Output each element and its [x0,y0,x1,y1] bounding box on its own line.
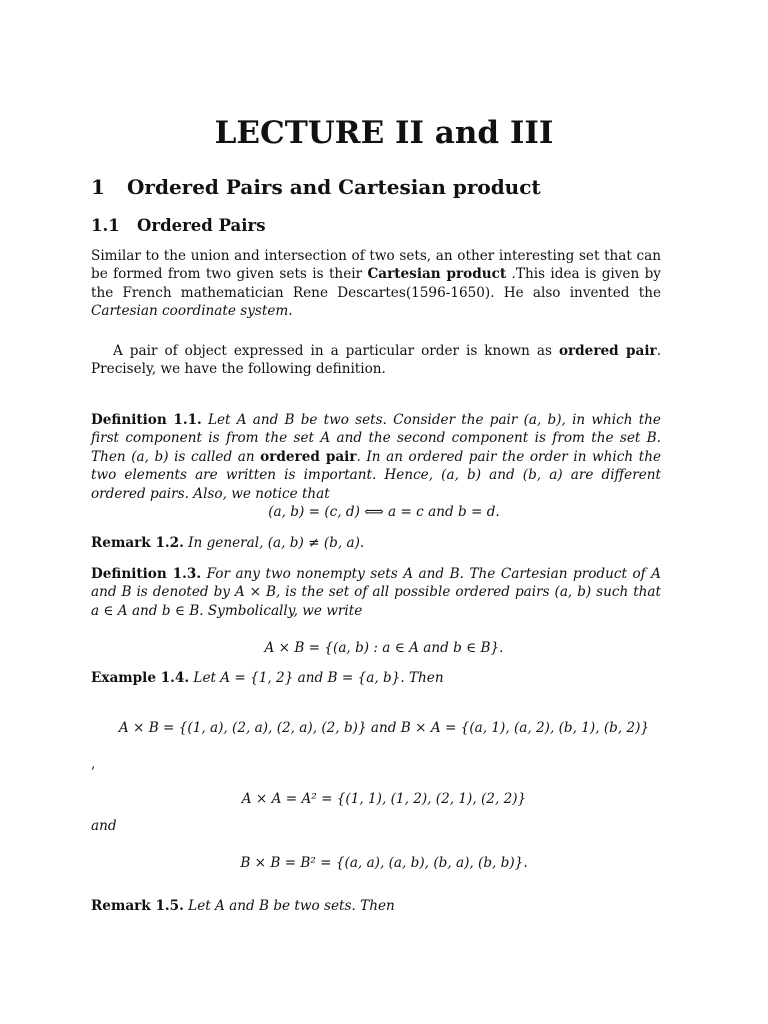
ordered-pair-defined-term: ordered pair [260,448,357,465]
definition-1-3-text: For any two nonempty sets A and B. The Cartesian product of A and B is denoted by A × B, is the set of all possible ordered pairs (a, b) such that a ∈ A and b ∈ B. Symbolically, we write [91,566,661,619]
section-title: Ordered Pairs and Cartesian product [127,175,541,199]
remark-1-2 [91,534,661,552]
ordered-pair-text-2: . Precisely, we have the following definition. [91,343,662,378]
section-number: 1 [91,175,105,199]
subsection-number: 1.1 [91,216,120,235]
ordered-pair-text: A pair of object expressed in a particular order is known as [113,343,559,359]
example-equation-1: A × B = {(1, a), (2, a), (2, a), (2, b)} and B × A = {(a, 1), (a, 2), (b, 1), (b, 2)} [118,720,650,736]
definition-1-3-label: Definition 1.3. [91,566,202,582]
intro-text: Similar to the union and intersection of two sets, an other interesting set that can be formed from two given sets is their [91,248,661,283]
example-1-4-label: Example 1.4. [91,670,190,686]
remark-1-5-text: Let A and B be two sets. Then [183,898,395,914]
definition-1-1-label: Definition 1.1. [91,412,202,428]
definition-1-1-text-2: . In an ordered pair the order in which the two elements are written is important. Hence, (a, b) and (b, a) are different ordered pairs. Also, we notice that [91,448,661,502]
intro-text-2: .This idea is given by the French mathematician Rene Descartes(1596-1650). He also invented the [91,266,661,301]
example-equation-2: A × A = A² = {(1, 1), (1, 2), (2, 1), (2, 2)} [241,791,527,807]
example-comma: , [91,756,96,772]
section-heading [91,175,541,199]
remark-1-2-text: In general, (a, b) ≠ (b, a). [183,535,365,551]
subsection-heading [91,216,265,235]
cartesian-product-equation: A × B = {(a, b) : a ∈ A and b ∈ B}. [264,640,504,656]
intro-paragraph [91,247,661,321]
definition-1-1 [91,411,661,503]
ordered-pair-paragraph [91,342,661,379]
remark-1-2-label: Remark 1.2. [91,535,184,551]
example-1-4 [91,669,661,687]
example-and-word: and [91,818,117,834]
example-1-4-text: Let A = {1, 2} and B = {a, b}. Then [189,670,444,686]
lecture-title: LECTURE II and III [214,115,554,151]
definition-1-1-text: Let A and B be two sets. Consider the pair (a, b), in which the first component is from the set A and the second component is from the set B. Then (a, b) is called an [91,412,661,465]
cartesian-coordinate-term: Cartesian coordinate system [91,303,289,320]
ordered-pair-term: ordered pair [558,343,657,359]
remark-1-5-label: Remark 1.5. [91,898,184,914]
cartesian-product-term: Cartesian product [367,266,507,283]
remark-1-5 [91,897,661,915]
example-equation-3: B × B = B² = {(a, a), (a, b), (b, a), (b, b)}. [240,855,528,871]
intro-text-3: . [288,303,293,320]
ordered-pair-equality-equation: (a, b) = (c, d) ⟺ a = c and b = d. [268,504,500,520]
subsection-title: Ordered Pairs [137,216,266,235]
definition-1-3 [91,565,661,620]
